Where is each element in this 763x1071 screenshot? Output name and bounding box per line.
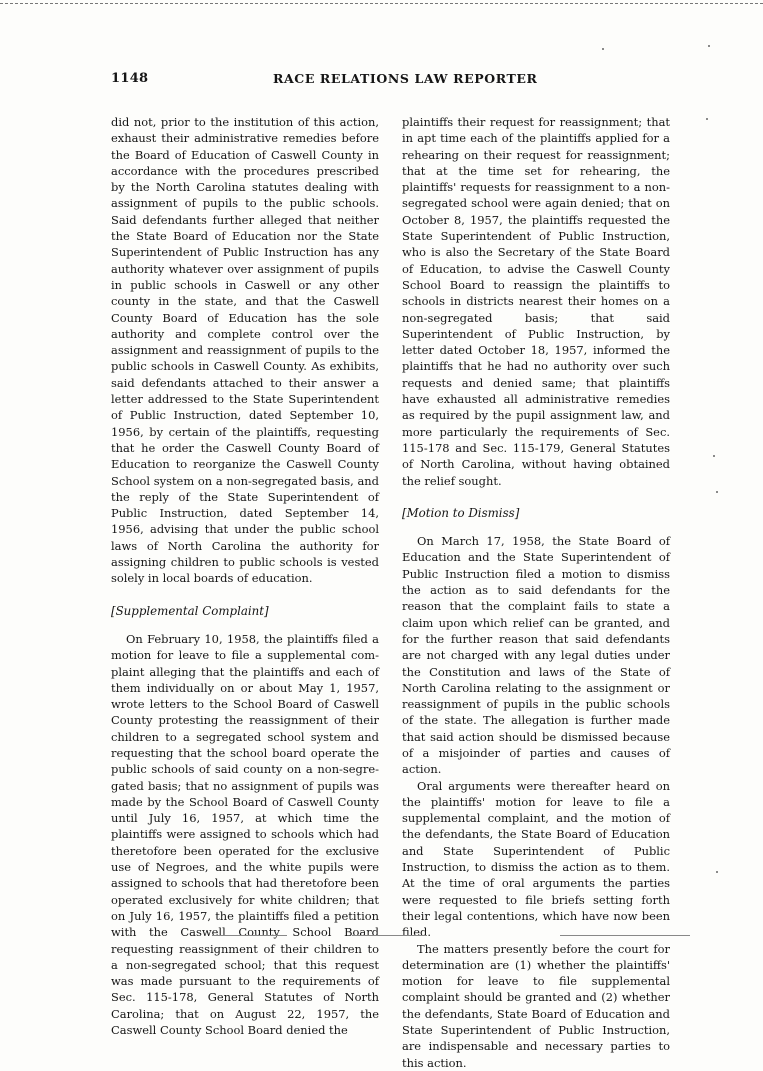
right-column xyxy=(402,114,670,1071)
top-edge-rule xyxy=(0,3,763,4)
section-heading-supplemental-complaint: [Supplemental Complaint] xyxy=(111,603,269,618)
right-paragraph-2: On March 17, 1958, the State Board of Education and the State Superintendent of Public Instruction filed a motion to dismiss the action as to said defendants for the reason that the complaint fails to state a claim upon which relief can be granted, and for the further reason that said defendants are not charged with any legal duties under the Constitution and laws of the State of North Carolina relating to the assignment or reassignment of pupils in the public schools of the state. The allegation is further made that said action should be dismissed because of a misjoinder of parties and causes of action. xyxy=(402,534,670,777)
left-paragraph-2: On February 10, 1958, the plaintiffs filed a motion for leave to file a supplemental complaint alleging that the plaintiffs and each of them individually on or about May 1, 1957, wrote letters to the School Board of Caswell County protesting the reassignment of their children to a segregated school system and requesting that the school board operate the public schools of said county on a non-segregated basis; that no assignment of pupils was made by the School Board of Caswell County until July 16, 1957, at which time the plaintiffs were assigned to schools which had theretofore been operated for the exclusive use of Negroes, and the white pupils were assigned to schools that had theretofore been operated exclusively for white children; that on July 16, 1957, the plaintiffs filed a petition with the Caswell County School Board requesting reassignment of their children to a non-segregated school; that this request was made pursuant to the requirements of Sec. 115-178, General Statutes of North Carolina; that on August 22, 1957, the Caswell County School Board denied the xyxy=(111,631,379,1038)
scan-speck xyxy=(706,118,708,120)
running-head: RACE RELATIONS LAW REPORTER xyxy=(273,71,538,86)
scan-speck xyxy=(708,45,710,47)
scan-speck xyxy=(716,871,718,873)
left-column xyxy=(111,114,379,1038)
section-heading-motion-to-dismiss: [Motion to Dismiss] xyxy=(402,505,520,520)
page-number: 1148 xyxy=(111,71,149,86)
bottom-edge-rule xyxy=(560,935,690,936)
bottom-edge-rule xyxy=(212,935,287,936)
bottom-edge-rule xyxy=(352,935,427,936)
left-paragraph-1: did not, prior to the institution of this action, exhaust their administrative remedies before the Board of Education of Caswell County in accordance with the procedures prescribed by the North Carolina statutes dealing with assignment of pupils to the public schools. Said defendants further alleged that neither the State Board of Education nor the State Superintendent of Public Instruction has any authority whatever over assignment of pupils in public schools in Caswell or any other county in the state, and that the Caswell County Board of Education has the sole authority and complete control over the assignment and reassignment of pupils to the public schools in Caswell County. As exhibits, said defendants attached to their answer a letter addressed to the State Superintendent of Public Instruction, dated September 10, 1956, by certain of the plaintiffs, requesting that he order the Caswell County Board of Education to reorganize the Caswell County School system on a non-segregated basis, and the reply of the State Superintendent of Public Instruction, dated September 14, 1956, advising that under the public school laws of North Carolina the authority for assigning children to public schools is vested solely in local boards of education. xyxy=(111,115,379,586)
right-paragraph-4: The matters presently before the court for determination are (1) whether the plaintiffs' motion for leave to file supplemental complaint should be granted and (2) whether the defendants, State Board of Education and State Superintendent of Public Instruction, are indispensable and necessary parties to this action. xyxy=(402,941,670,1070)
page-header xyxy=(111,71,671,89)
scan-speck xyxy=(716,491,718,493)
scan-speck xyxy=(602,48,604,50)
right-paragraph-1: plaintiffs their request for reassignment; that in apt time each of the plaintiffs applied for a rehearing on their request for reassignment; that at the time set for rehearing, the plaintiffs' requests for reassignment to a non-segregated school were again denied; that on October 8, 1957, the plaintiffs requested the State Superintendent of Public Instruction, who is also the Secretary of the State Board of Education, to advise the Caswell County School Board to reassign the plaintiffs to schools in districts nearest their homes on a non-segregated basis; that said Superintendent of Public Instruction, by letter dated October 18, 1957, informed the plaintiffs that he had no authority over such requests and denied same; that plaintiffs have exhausted all administrative remedies as required by the pupil assignment law, and more particularly the requirements of Sec. 115-178 and Sec. 115-179, General Statutes of North Carolina, without having obtained the relief sought. xyxy=(402,115,670,488)
scan-speck xyxy=(713,455,715,457)
right-paragraph-3: Oral arguments were thereafter heard on the plaintiffs' motion for leave to file a supplemental complaint, and the motion of the defendants, the State Board of Education and State Superintendent of Public Instruction, to dismiss the action as to them. At the time of oral arguments the parties were requested to file briefs setting forth their legal contentions, which have now been filed. xyxy=(402,778,670,940)
